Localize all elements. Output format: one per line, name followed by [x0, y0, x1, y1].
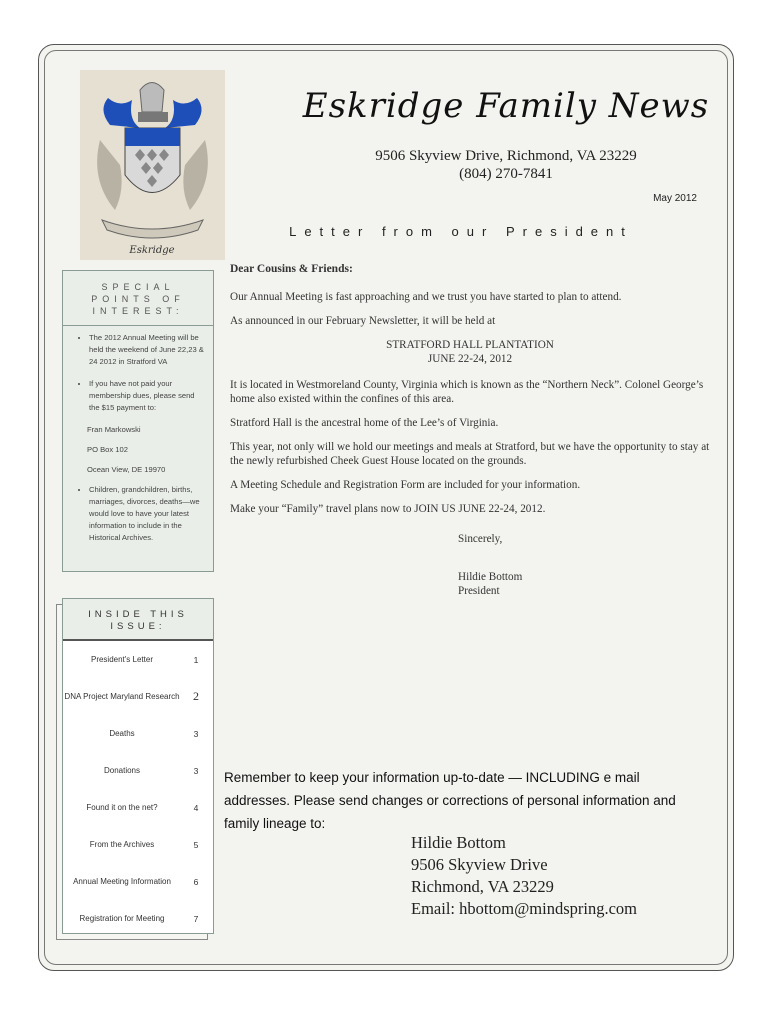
special-points-heading: SPECIAL POINTS OF INTEREST:	[63, 271, 213, 326]
newsletter-title: Eskridge Family News	[302, 86, 710, 126]
inside-issue-box	[62, 598, 214, 934]
toc-label: Deaths	[109, 729, 135, 738]
toc-row[interactable]	[63, 752, 213, 789]
family-crest-icon	[80, 70, 225, 260]
toc-page: 5	[193, 839, 199, 850]
toc-page: 7	[193, 913, 199, 924]
list-item: • If you have not paid your membership dues, please send the $15 payment to:	[89, 378, 205, 414]
list-item: • Children, grandchildren, births, marriages, divorces, deaths—we would love to have your latest information to include in the Historical Archives.	[89, 484, 205, 544]
special-points-box	[62, 270, 214, 572]
letter-paragraph: Our Annual Meeting is fast approaching and we trust you have started to plan to attend.	[230, 291, 622, 303]
section-title: Letter from our President	[289, 224, 633, 239]
closing: Sincerely,	[458, 533, 503, 545]
toc-label: DNA Project Maryland Research	[64, 692, 180, 701]
toc-page: 3	[193, 728, 199, 739]
payee-line: Ocean View, DE 19970	[87, 465, 166, 474]
toc-page: 1	[193, 654, 199, 665]
toc-label: Annual Meeting Information	[73, 877, 171, 886]
toc-label: From the Archives	[89, 840, 155, 849]
letter-paragraph: A Meeting Schedule and Registration Form are included for your information.	[230, 479, 581, 491]
letter-paragraph: It is located in Westmoreland County, Virginia which is known as the “Northern Neck”. Colonel George’s home also existed within the confines of this area.	[230, 379, 704, 405]
venue-dates: JUNE 22-24, 2012	[427, 353, 513, 365]
payee-line: Fran Markowski	[87, 425, 141, 434]
payee-line: PO Box 102	[87, 445, 128, 454]
toc-page: 4	[193, 802, 199, 813]
salutation: Dear Cousins & Friends:	[230, 263, 353, 275]
toc-row[interactable]	[63, 826, 213, 863]
signer-name: Hildie Bottom	[458, 571, 523, 583]
letter-paragraph: Stratford Hall is the ancestral home of the Lee’s of Virginia.	[230, 417, 499, 429]
issue-date: May 2012	[653, 193, 697, 204]
venue-name: STRATFORD HALL PLANTATION	[386, 339, 554, 351]
contact-block	[411, 832, 637, 920]
toc-row[interactable]	[63, 678, 213, 715]
special-points-list	[63, 326, 213, 544]
contact-name: Hildie Bottom	[411, 833, 506, 852]
contact-email[interactable]: Email: hbottom@mindspring.com	[411, 899, 638, 918]
signer-title: President	[458, 585, 500, 597]
contact-city: Richmond, VA 23229	[411, 877, 554, 896]
masthead-address	[236, 147, 770, 183]
letter-paragraph: As announced in our February Newsletter, it will be held at	[230, 315, 496, 327]
toc-label: Donations	[103, 766, 141, 775]
address-line: 9506 Skyview Drive, Richmond, VA 23229	[375, 148, 637, 164]
toc-row[interactable]	[63, 900, 213, 937]
president-letter	[230, 262, 710, 598]
letter-paragraph: This year, not only will we hold our meetings and meals at Stratford, but we have the opportunity to stay at the newly refurbished Cheek Guest House located on the grounds.	[230, 441, 710, 467]
update-reminder: Remember to keep your information up-to-date — INCLUDING e mail addresses. Please send changes or corrections of personal information and family lineage to:	[224, 770, 676, 831]
toc-row[interactable]	[63, 715, 213, 752]
toc-label: Found it on the net?	[86, 803, 158, 812]
toc-row[interactable]	[63, 641, 213, 678]
inside-issue-heading: INSIDE THIS ISSUE:	[63, 599, 213, 641]
toc-page: 6	[193, 876, 199, 887]
toc-label: President's Letter	[90, 655, 153, 664]
toc-row[interactable]	[63, 863, 213, 900]
toc-row[interactable]	[63, 789, 213, 826]
toc-page: 2	[193, 689, 199, 703]
phone-number: (804) 270-7841	[459, 166, 553, 182]
toc-label: Registration for Meeting	[79, 914, 165, 923]
list-item: • The 2012 Annual Meeting will be held the weekend of June 22,23 & 24 2012 in Stratford VA	[89, 332, 205, 368]
letter-paragraph: Make your “Family” travel plans now to JOIN US JUNE 22-24, 2012.	[230, 503, 546, 515]
svg-text:Eskridge: Eskridge	[129, 245, 175, 256]
toc-page: 3	[193, 765, 199, 776]
contact-street: 9506 Skyview Drive	[411, 855, 548, 874]
